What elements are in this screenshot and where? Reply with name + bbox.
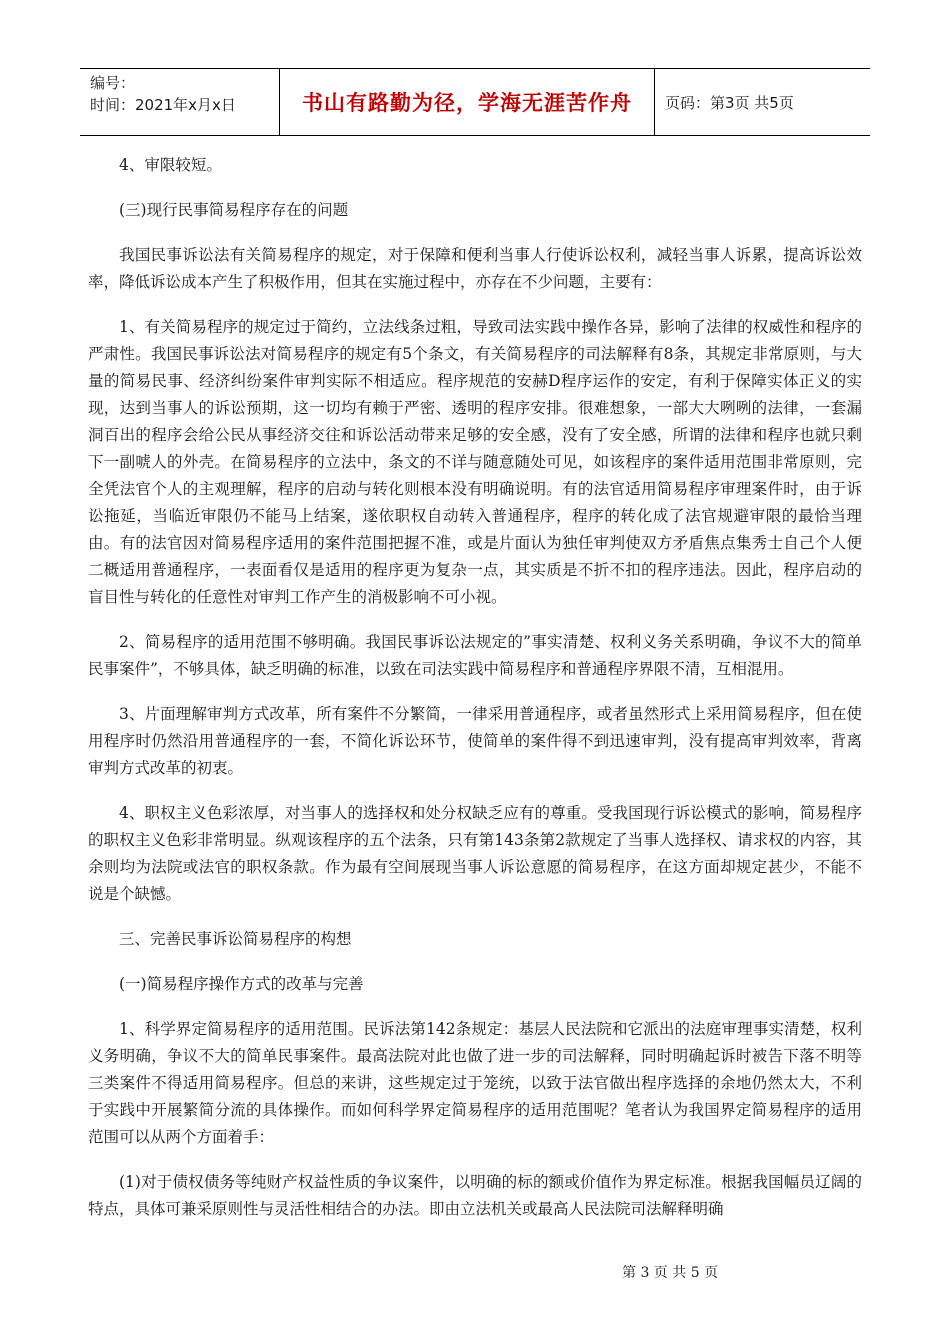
- section-heading: (一)简易程序操作方式的改革与完善: [119, 975, 364, 993]
- doc-date: 时间：2021年x月x日: [90, 96, 236, 114]
- paragraph: (1)对于债权债务等纯财产权益性质的争议案件，以明确的标的额或价值作为界定标准。根据我国幅员辽阔的特点，具体可兼采原则性与灵活性相结合的办法。即由立法机关或最高人民法院司法解释明确: [88, 1173, 862, 1218]
- document-body: [88, 152, 862, 1241]
- page-header: [80, 68, 870, 136]
- paragraph: 4、审限较短。: [119, 156, 222, 174]
- paragraph: 3、片面理解审判方式改革，所有案件不分繁简，一律采用普通程序，或者虽然形式上采用简易程序，但在使用程序时仍然沿用普通程序的一套，不简化诉讼环节，使简单的案件得不到迅速审判，没有提高审判效率，背离审判方式改革的初衷。: [88, 705, 862, 777]
- page-footer: 第 3 页 共 5 页: [622, 1265, 719, 1281]
- header-page-label: 页码：第3页 共5页: [665, 93, 794, 112]
- paragraph: 2、简易程序的适用范围不够明确。我国民事诉讼法规定的”事实清楚、权利义务关系明确，争议不大的简单民事案件”，不够具体，缺乏明确的标准，以致在司法实践中简易程序和普通程序界限不清，互相混用。: [88, 633, 862, 678]
- section-heading: 三、完善民事诉讼简易程序的构想: [119, 930, 352, 948]
- header-page-cell: [655, 69, 870, 135]
- header-motto: 书山有路勤为径，学海无涯苦作舟: [302, 91, 632, 115]
- doc-number-label: 编号：: [90, 74, 136, 92]
- paragraph: 4、职权主义色彩浓厚，对当事人的选择权和处分权缺乏应有的尊重。受我国现行诉讼模式的影响，简易程序的职权主义色彩非常明显。纵观该程序的五个法条，只有第143条第2款规定了当事人选择权、请求权的内容，其余则均为法院或法官的职权条款。作为最有空间展现当事人诉讼意愿的简易程序，在这方面却规定甚少，不能不说是个缺憾。: [88, 804, 862, 903]
- section-heading: (三)现行民事简易程序存在的问题: [119, 201, 349, 219]
- header-motto-cell: [280, 69, 655, 135]
- paragraph: 1、科学界定简易程序的适用范围。民诉法第142条规定：基层人民法院和它派出的法庭审理事实清楚，权利义务明确，争议不大的简单民事案件。最高法院对此也做了进一步的司法解释，同时明确起诉时被告下落不明等三类案件不得适用简易程序。但总的来讲，这些规定过于笼统，以致于法官做出程序选择的余地仍然太大，不利于实践中开展繁简分流的具体操作。而如何科学界定简易程序的适用范围呢？笔者认为我国界定简易程序的适用范围可以从两个方面着手：: [88, 1020, 862, 1146]
- header-meta: [80, 69, 280, 135]
- paragraph: 我国民事诉讼法有关简易程序的规定，对于保障和便利当事人行使诉讼权利，减轻当事人诉累，提高诉讼效率，降低诉讼成本产生了积极作用，但其在实施过程中，亦存在不少问题，主要有：: [88, 246, 862, 291]
- paragraph: 1、有关简易程序的规定过于简约，立法线条过粗，导致司法实践中操作各异，影响了法律的权威性和程序的严肃性。我国民事诉讼法对简易程序的规定有5个条文，有关简易程序的司法解释有8条，其规定非常原则，与大量的简易民事、经济纠纷案件审判实际不相适应。程序规范的安赫D程序运作的安定，有利于保障实体正义的实现，达到当事人的诉讼预期，这一切均有赖于严密、透明的程序安排。很难想象，一部大大咧咧的法律，一套漏洞百出的程序会给公民从事经济交往和诉讼活动带来足够的安全感，没有了安全感，所谓的法律和程序也就只剩下一副唬人的外壳。在简易程序的立法中，条文的不详与随意随处可见，如该程序的案件适用范围非常原则，完全凭法官个人的主观理解，程序的启动与转化则根本没有明确说明。有的法官适用简易程序审理案件时，由于诉讼拖延，当临近审限仍不能马上结案，遂依职权自动转入普通程序，程序的转化成了法官规避审限的最恰当理由。有的法官因对简易程序适用的案件范围把握不准，或是片面认为独任审判使双方矛盾焦点集秀士自己个人便二概适用普通程序，一表面看仅是适用的程序更为复杂一点，其实质是不折不扣的程序违法。因此，程序启动的盲目性与转化的任意性对审判工作产生的消极影响不可小视。: [88, 318, 862, 606]
